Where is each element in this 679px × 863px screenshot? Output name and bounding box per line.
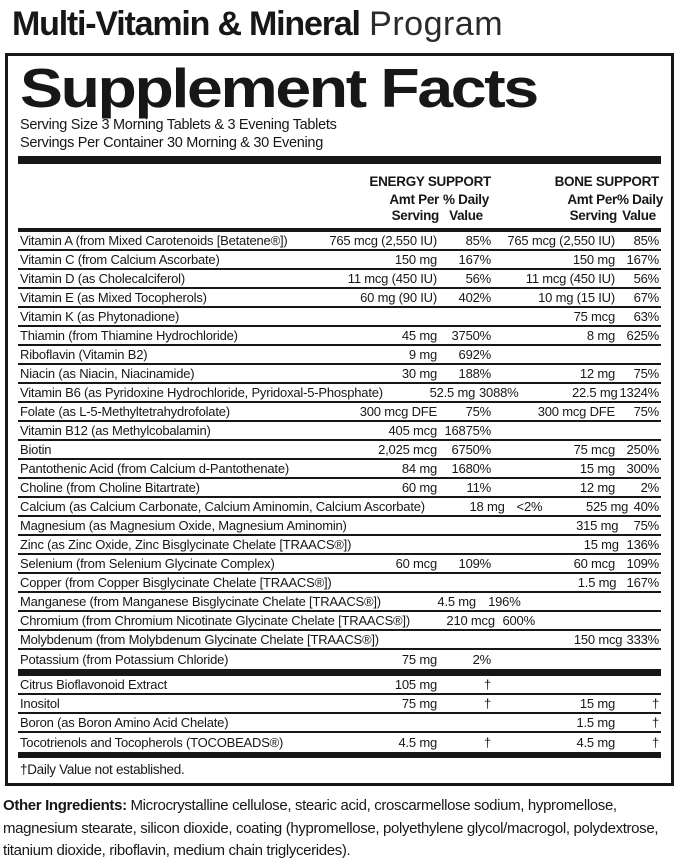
energy-daily-value-header: % Daily Value xyxy=(443,192,489,224)
divider-bar-thick xyxy=(18,156,661,164)
table-row xyxy=(18,441,661,460)
bone-amount-cell: 525 mg xyxy=(585,499,629,515)
table-row xyxy=(18,384,661,403)
energy-daily-value-cell: † xyxy=(483,677,491,693)
energy-daily-value-cell: 6750% xyxy=(451,442,491,458)
energy-daily-value-cell: 11% xyxy=(466,480,491,496)
nutrient-name: Riboflavin (Vitamin B2) xyxy=(20,347,148,363)
bone-amount-cell: 10 mg (15 IU) xyxy=(538,290,615,306)
table-row xyxy=(18,422,661,441)
energy-daily-value-cell: 56% xyxy=(465,271,491,287)
nutrient-name-cell xyxy=(18,233,321,248)
table-row xyxy=(18,460,661,479)
nutrient-name-cell xyxy=(18,556,321,571)
bone-daily-value-header: % Daily Value xyxy=(617,192,663,224)
bone-daily-value-cell: 2% xyxy=(640,480,659,496)
nutrient-name-cell xyxy=(18,575,332,590)
table-row xyxy=(18,479,661,498)
energy-support-label: ENERGY SUPPORT xyxy=(369,174,491,190)
bone-amt-per-serving-header: Amt Per Serving xyxy=(567,192,617,224)
nutrient-name: Biotin xyxy=(20,442,52,458)
nutrient-name-cell xyxy=(18,715,321,730)
bone-daily-value-cell: 56% xyxy=(633,271,659,287)
energy-daily-value-cell: 1680% xyxy=(451,461,491,477)
bone-daily-value-cell: 136% xyxy=(626,537,659,553)
nutrient-name-cell xyxy=(18,385,383,400)
nutrient-name: Inositol xyxy=(20,696,60,712)
nutrient-name: Manganese (from Manganese Bisglycinate Chelate [TRAACS®]) xyxy=(20,594,381,610)
energy-support-column-group xyxy=(321,174,493,224)
table-row xyxy=(18,733,661,752)
nutrient-name-cell xyxy=(18,518,347,533)
energy-amount-cell: 52.5 mg xyxy=(429,385,476,401)
energy-amount-cell: 60 mg (90 IU) xyxy=(360,290,437,306)
nutrient-name-cell xyxy=(18,696,321,711)
energy-daily-value-cell: † xyxy=(483,735,491,751)
energy-daily-value-cell: 16875% xyxy=(444,423,491,439)
nutrient-name: Vitamin K (as Phytonadione) xyxy=(20,309,180,325)
nutrient-name-cell xyxy=(18,652,321,667)
nutrient-name-cell xyxy=(18,735,321,750)
nutrient-name-cell xyxy=(18,366,321,381)
energy-daily-value-cell: 2% xyxy=(472,652,491,668)
nutrient-name-cell xyxy=(18,499,425,514)
nutrient-name-cell xyxy=(18,271,321,286)
nutrient-name-cell xyxy=(18,252,321,267)
energy-amount-cell: 4.5 mg xyxy=(437,594,476,610)
servings-per-container-line: Servings Per Container 30 Morning & 30 Evening xyxy=(20,134,323,151)
nutrient-name: Vitamin E (as Mixed Tocopherols) xyxy=(20,290,207,306)
nutrient-name: Choline (from Choline Bitartrate) xyxy=(20,480,200,496)
bone-daily-value-cell: 40% xyxy=(633,499,659,515)
bone-support-column-group xyxy=(493,174,661,224)
nutrient-name-cell xyxy=(18,613,410,628)
bone-amount-cell: 11 mcg (450 IU) xyxy=(525,271,615,287)
energy-amount-cell: 75 mg xyxy=(401,696,437,712)
bone-daily-value-cell: 250% xyxy=(626,442,659,458)
other-ingredients xyxy=(3,795,676,863)
energy-daily-value-cell: 85% xyxy=(465,233,491,249)
table-row xyxy=(18,612,661,631)
bone-daily-value-cell: † xyxy=(651,735,659,751)
nutrient-name-cell xyxy=(18,442,321,457)
energy-amount-cell: 45 mg xyxy=(401,328,437,344)
energy-amount-cell: 60 mg xyxy=(401,480,437,496)
nutrient-name: Selenium (from Selenium Glycinate Complex) xyxy=(20,556,275,572)
bone-amount-cell: 765 mcg (2,550 IU) xyxy=(507,233,615,249)
nutrient-name-cell xyxy=(18,423,321,438)
column-headers xyxy=(18,164,661,232)
table-row xyxy=(18,574,661,593)
energy-amount-cell: 11 mcg (450 IU) xyxy=(347,271,437,287)
energy-amt-per-serving-header: Amt Per Serving xyxy=(389,192,439,224)
nutrient-name-cell xyxy=(18,328,321,343)
energy-amount-cell: 4.5 mg xyxy=(398,735,437,751)
energy-amount-cell: 765 mcg (2,550 IU) xyxy=(329,233,437,249)
bone-amount-cell: 12 mg xyxy=(579,480,615,496)
nutrient-name: Vitamin B12 (as Methylcobalamin) xyxy=(20,423,211,439)
table-row xyxy=(18,403,661,422)
bone-amount-cell: 15 mg xyxy=(579,696,615,712)
bone-daily-value-cell: 75% xyxy=(633,518,660,534)
energy-daily-value-cell: 109% xyxy=(458,556,491,572)
energy-daily-value-cell: 692% xyxy=(458,347,491,363)
daily-value-footnote: †Daily Value not established. xyxy=(20,762,185,778)
bone-daily-value-cell: 109% xyxy=(626,556,659,572)
table-row xyxy=(18,327,661,346)
extra-nutrient-table xyxy=(18,676,661,752)
table-row xyxy=(18,289,661,308)
nutrient-name: Tocotrienols and Tocopherols (TOCOBEADS®) xyxy=(20,735,284,751)
bone-daily-value-cell: 1324% xyxy=(619,385,659,401)
table-row xyxy=(18,631,661,650)
table-row xyxy=(18,650,661,669)
energy-amount-cell: 75 mg xyxy=(401,652,437,668)
bone-daily-value-cell: 75% xyxy=(633,366,659,382)
table-row xyxy=(18,536,661,555)
nutrient-name-cell xyxy=(18,290,321,305)
table-row xyxy=(18,308,661,327)
product-title-light: Program xyxy=(369,5,504,43)
bone-amount-cell: 150 mcg xyxy=(573,632,623,648)
nutrient-name: Vitamin D (as Cholecalciferol) xyxy=(20,271,185,287)
table-row xyxy=(18,498,661,517)
nutrient-name-cell xyxy=(18,347,321,362)
nutrient-name: Molybdenum (from Molybdenum Glycinate Chelate [TRAACS®]) xyxy=(20,632,379,648)
bone-daily-value-cell: 300% xyxy=(626,461,659,477)
nutrient-name-cell xyxy=(18,309,321,324)
other-ingredients-text: Microcrystalline cellulose, stearic acid, croscarmellose sodium, hypromellose, magnesium stearate, silicon dioxide, coating (hypromellose, polyethylene glycol/macrogol, polydextrose, titanium dioxide, riboflavin, medium chain triglycerides). xyxy=(3,797,659,860)
nutrient-name-cell xyxy=(18,537,351,552)
bone-daily-value-cell: 75% xyxy=(633,404,659,420)
bone-amount-cell: 8 mg xyxy=(586,328,615,344)
nutrient-name-cell xyxy=(18,632,379,647)
energy-daily-value-cell: † xyxy=(483,696,491,712)
nutrient-name: Niacin (as Niacin, Niacinamide) xyxy=(20,366,195,382)
nutrient-table xyxy=(18,232,661,669)
other-ingredients-label: Other Ingredients: xyxy=(3,797,127,815)
nutrient-name: Folate (as L-5-Methyltetrahydrofolate) xyxy=(20,404,230,420)
nutrient-name: Citrus Bioflavonoid Extract xyxy=(20,677,168,693)
energy-amount-cell: 210 mcg xyxy=(446,613,495,629)
bone-amount-cell: 4.5 mg xyxy=(576,735,615,751)
nutrient-name-cell xyxy=(18,677,321,692)
bone-daily-value-cell: 625% xyxy=(626,328,659,344)
table-row xyxy=(18,593,661,612)
energy-amount-cell: 405 mcg xyxy=(388,423,437,439)
nutrient-name: Boron (as Boron Amino Acid Chelate) xyxy=(20,715,229,731)
serving-size-line: Serving Size 3 Morning Tablets & 3 Evening Tablets xyxy=(20,116,337,133)
bone-amount-cell: 15 mg xyxy=(583,537,619,553)
energy-daily-value-cell: 3750% xyxy=(451,328,491,344)
energy-daily-value-cell: 196% xyxy=(488,594,521,610)
energy-daily-value-cell: 188% xyxy=(458,366,491,382)
bone-amount-cell: 15 mg xyxy=(579,461,615,477)
nutrient-name: Magnesium (as Magnesium Oxide, Magnesium Aminomin) xyxy=(20,518,347,534)
bone-daily-value-cell: † xyxy=(651,696,659,712)
bone-daily-value-cell: 63% xyxy=(633,309,659,325)
nutrient-name-cell xyxy=(18,404,321,419)
bone-amount-cell: 315 mg xyxy=(576,518,619,534)
energy-amount-cell: 2,025 mcg xyxy=(378,442,437,458)
bone-daily-value-cell: 167% xyxy=(626,252,659,268)
energy-amount-cell: 84 mg xyxy=(401,461,437,477)
nutrient-name-cell xyxy=(18,480,321,495)
nutrient-name: Calcium (as Calcium Carbonate, Calcium Aminomin, Calcium Ascorbate) xyxy=(20,499,425,515)
nutrient-name: Potassium (from Potassium Chloride) xyxy=(20,652,229,668)
table-row xyxy=(18,517,661,536)
table-row xyxy=(18,251,661,270)
bone-daily-value-cell: 333% xyxy=(626,632,659,648)
table-row xyxy=(18,555,661,574)
bone-support-label: BONE SUPPORT xyxy=(554,174,659,190)
bone-amount-cell: 22.5 mg xyxy=(571,385,618,401)
nutrient-name: Vitamin B6 (as Pyridoxine Hydrochloride, Pyridoxal-5-Phosphate) xyxy=(20,385,383,401)
table-row xyxy=(18,346,661,365)
table-row xyxy=(18,365,661,384)
energy-daily-value-cell: 3088% xyxy=(479,385,519,401)
table-row xyxy=(18,232,661,251)
bone-amount-cell: 75 mcg xyxy=(573,309,615,325)
bone-amount-cell: 12 mg xyxy=(579,366,615,382)
energy-amount-cell: 300 mcg DFE xyxy=(359,404,437,420)
energy-daily-value-cell: 600% xyxy=(502,613,535,629)
nutrient-name: Chromium (from Chromium Nicotinate Glycinate Chelate [TRAACS®]) xyxy=(20,613,410,629)
bone-amount-cell: 60 mcg xyxy=(573,556,615,572)
bone-amount-cell: 150 mg xyxy=(572,252,615,268)
energy-daily-value-cell: 402% xyxy=(458,290,491,306)
energy-daily-value-cell: 167% xyxy=(458,252,491,268)
product-title xyxy=(0,0,679,45)
bone-daily-value-cell: 167% xyxy=(626,575,659,591)
supplement-facts-panel xyxy=(5,53,674,786)
nutrient-name: Thiamin (from Thiamine Hydrochloride) xyxy=(20,328,238,344)
nutrient-name-cell xyxy=(18,594,381,609)
table-row xyxy=(18,695,661,714)
nutrient-name-cell xyxy=(18,461,321,476)
energy-amount-cell: 30 mg xyxy=(401,366,437,382)
energy-daily-value-cell: <2% xyxy=(516,499,543,515)
energy-amount-cell: 9 mg xyxy=(408,347,437,363)
nutrient-name: Pantothenic Acid (from Calcium d-Pantothenate) xyxy=(20,461,289,477)
table-row xyxy=(18,270,661,289)
divider-bar-thick xyxy=(18,669,661,676)
bone-amount-cell: 75 mcg xyxy=(573,442,615,458)
table-row xyxy=(18,714,661,733)
energy-amount-cell: 60 mcg xyxy=(395,556,437,572)
energy-amount-cell: 105 mg xyxy=(394,677,437,693)
energy-daily-value-cell: 75% xyxy=(465,404,491,420)
supplement-facts-heading: Supplement Facts xyxy=(20,56,537,119)
bone-daily-value-cell: 67% xyxy=(633,290,659,306)
product-title-bold: Multi-Vitamin & Mineral xyxy=(12,5,360,43)
nutrient-name: Vitamin A (from Mixed Carotenoids [Betatene®]) xyxy=(20,233,288,249)
bone-amount-cell: 1.5 mg xyxy=(577,575,617,591)
bone-amount-cell: 1.5 mg xyxy=(576,715,615,731)
bone-amount-cell: 300 mcg DFE xyxy=(537,404,615,420)
bone-daily-value-cell: † xyxy=(651,715,659,731)
bone-daily-value-cell: 85% xyxy=(633,233,659,249)
nutrient-name: Copper (from Copper Bisglycinate Chelate [TRAACS®]) xyxy=(20,575,332,591)
table-row xyxy=(18,676,661,695)
column-header-spacer xyxy=(18,174,321,224)
energy-amount-cell: 150 mg xyxy=(394,252,437,268)
nutrient-name: Vitamin C (from Calcium Ascorbate) xyxy=(20,252,220,268)
energy-amount-cell: 18 mg xyxy=(469,499,505,515)
nutrient-name: Zinc (as Zinc Oxide, Zinc Bisglycinate Chelate [TRAACS®]) xyxy=(20,537,352,553)
